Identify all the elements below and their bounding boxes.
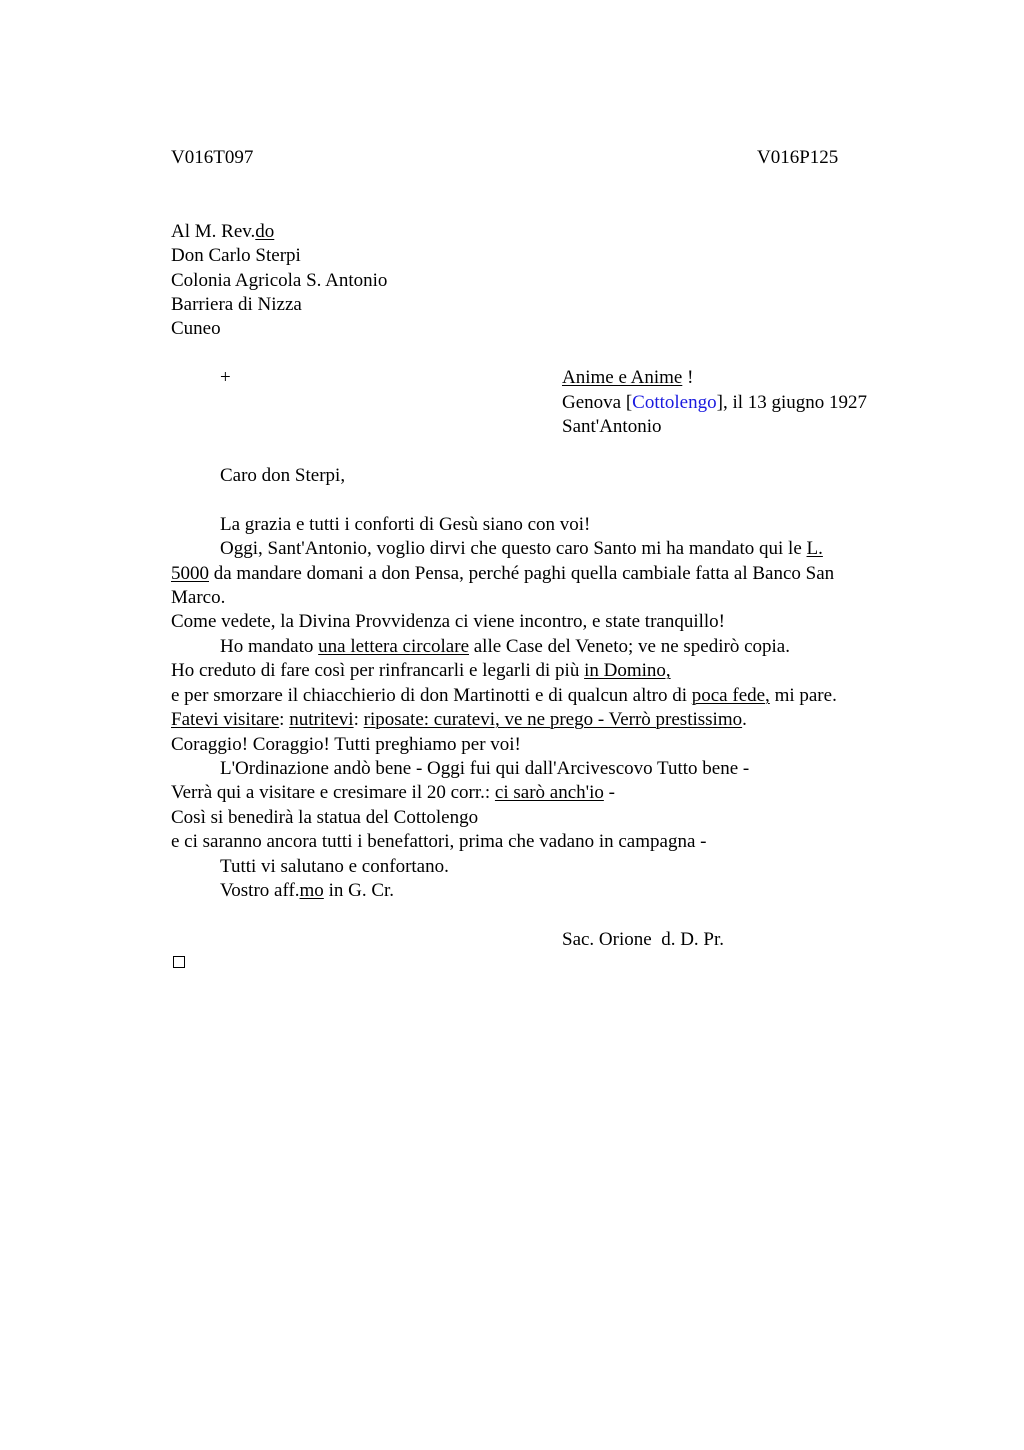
body-text: Ho creduto di fare così per rinfrancarli e legarli di più bbox=[171, 660, 585, 681]
body-line-1: La grazia e tutti i conforti di Gesù siano con voi! bbox=[220, 514, 591, 535]
checkbox-square-icon bbox=[173, 956, 185, 968]
address-line-4: Barriera di Nizza bbox=[171, 294, 302, 315]
underlined-text: Fatevi visitare bbox=[171, 709, 280, 730]
underlined-text: nutritevi bbox=[289, 709, 354, 730]
place-prefix: Genova [ bbox=[562, 392, 633, 413]
body-text: e per smorzare il chiacchierio di don Martinotti e di qualcun altro di bbox=[171, 685, 692, 706]
saint-line: Sant'Antonio bbox=[562, 416, 662, 437]
cross-symbol: + bbox=[220, 367, 231, 388]
place-date-line bbox=[562, 391, 867, 415]
underlined-text: 5000 bbox=[171, 563, 209, 584]
address-line-5: Cuneo bbox=[171, 318, 221, 339]
address-line-2: Don Carlo Sterpi bbox=[171, 245, 301, 266]
address-title: Al M. Rev. bbox=[171, 221, 256, 242]
body-text: Oggi, Sant'Antonio, voglio dirvi che questo caro Santo mi ha mandato qui le bbox=[220, 538, 807, 559]
body-text: - bbox=[603, 782, 615, 803]
underlined-text: una lettera circolare bbox=[318, 636, 469, 657]
body-text: alle Case del Veneto; ve ne spedirò copia. bbox=[469, 636, 790, 657]
body-line-14: e ci saranno ancora tutti i benefattori, prima che vadano in campagna - bbox=[171, 831, 707, 852]
body-line-12 bbox=[171, 781, 615, 805]
underlined-text: mo bbox=[299, 880, 324, 901]
motto: Anime e Anime bbox=[562, 367, 683, 388]
motto-end: ! bbox=[682, 367, 694, 388]
greeting: Caro don Sterpi, bbox=[220, 465, 346, 486]
body-text: Vostro aff. bbox=[220, 880, 300, 901]
underlined-text: riposate: curatevi, ve ne prego - Verrò prestissimo bbox=[363, 709, 743, 730]
body-line-2 bbox=[220, 537, 823, 561]
place-date: ], il 13 giugno 1927 bbox=[716, 392, 868, 413]
body-line-5: Come vedete, la Divina Provvidenza ci viene incontro, e state tranquillo! bbox=[171, 611, 725, 632]
body-line-8 bbox=[171, 684, 837, 708]
body-text: da mandare domani a don Pensa, perché paghi quella cambiale fatta al Banco San bbox=[209, 563, 835, 584]
underlined-text: in Domino, bbox=[584, 660, 671, 681]
document-code-right: V016P125 bbox=[757, 147, 839, 168]
body-line-11: L'Ordinazione andò bene - Oggi fui qui dall'Arcivescovo Tutto bene - bbox=[220, 758, 750, 779]
body-line-6 bbox=[220, 635, 790, 659]
address-title-suffix: do bbox=[255, 221, 275, 242]
address-line-1 bbox=[171, 220, 274, 244]
body-line-7 bbox=[171, 659, 671, 683]
signature: Sac. Orione d. D. Pr. bbox=[562, 929, 725, 950]
underlined-text: L. bbox=[806, 538, 823, 559]
body-line-4: Marco. bbox=[171, 587, 226, 608]
body-line-13: Così si benedirà la statua del Cottolengo bbox=[171, 807, 479, 828]
place-link[interactable]: Cottolengo bbox=[632, 392, 717, 413]
motto-line bbox=[562, 366, 693, 390]
body-line-10: Coraggio! Coraggio! Tutti preghiamo per voi! bbox=[171, 734, 521, 755]
body-text: Ho mandato bbox=[220, 636, 319, 657]
address-line-3: Colonia Agricola S. Antonio bbox=[171, 270, 388, 291]
body-line-3 bbox=[171, 562, 834, 586]
underlined-text: poca fede, bbox=[691, 685, 770, 706]
body-line-16 bbox=[220, 879, 394, 903]
underlined-text: ci sarò anch'io bbox=[494, 782, 604, 803]
body-line-15: Tutti vi salutano e confortano. bbox=[220, 856, 449, 877]
body-text: Verrà qui a visitare e cresimare il 20 corr.: bbox=[171, 782, 495, 803]
body-line-9 bbox=[171, 708, 747, 732]
document-code-left: V016T097 bbox=[171, 147, 254, 168]
body-text: : bbox=[279, 709, 290, 730]
body-text: in G. Cr. bbox=[323, 880, 395, 901]
body-text: . bbox=[742, 709, 747, 730]
body-text: mi pare. bbox=[769, 685, 837, 706]
body-text: : bbox=[353, 709, 364, 730]
